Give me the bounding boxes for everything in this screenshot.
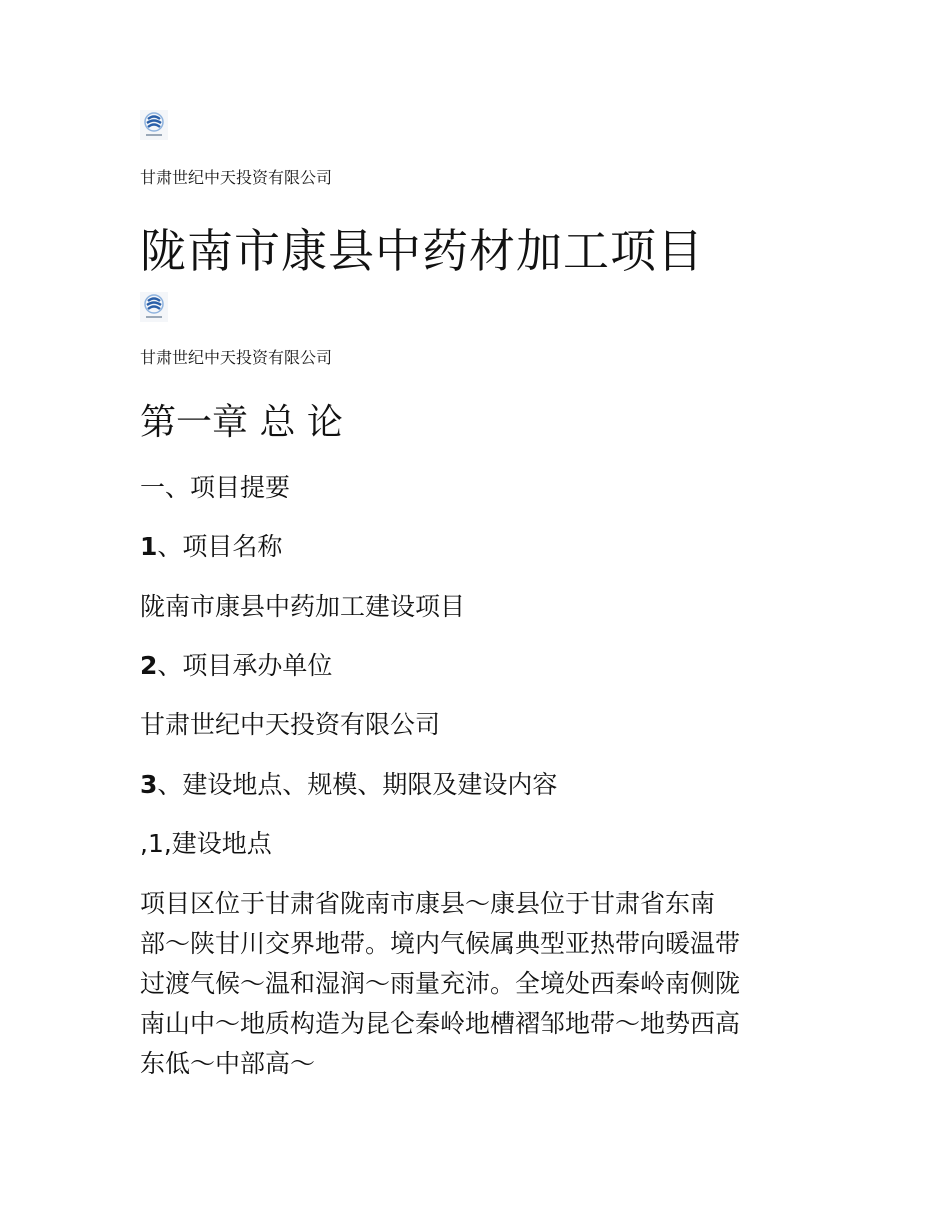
undertaker-value: 甘肃世纪中天投资有限公司 xyxy=(140,710,441,739)
location-paragraph xyxy=(140,884,740,1084)
company-name-repeat: 甘肃世纪中天投资有限公司 xyxy=(140,348,333,367)
company-name: 甘肃世纪中天投资有限公司 xyxy=(140,168,333,187)
company-logo-icon xyxy=(140,110,168,140)
item-undertaker xyxy=(140,649,332,683)
paragraph-line: 南山中～地质构造为昆仑秦岭地槽褶邹地带～地势西高 xyxy=(140,1009,741,1038)
company-logo-icon xyxy=(140,292,168,322)
item-project-name xyxy=(140,530,282,564)
item-number: 1 xyxy=(140,532,158,561)
paragraph-line: 项目区位于甘肃省陇南市康县～康县位于甘肃省东南 xyxy=(140,889,716,918)
project-name-value: 陇南市康县中药加工建设项目 xyxy=(140,592,466,621)
item-location-scale xyxy=(140,768,557,802)
item-label: 、建设地点、规模、期限及建设内容 xyxy=(157,770,558,799)
chapter-heading: 第一章 总 论 xyxy=(140,402,343,443)
section-heading: 一、项目提要 xyxy=(140,473,291,502)
paragraph-line: 过渡气候～温和湿润～雨量充沛。全境处西秦岭南侧陇 xyxy=(140,969,741,998)
item-number: 3 xyxy=(140,770,158,799)
document-page xyxy=(140,0,820,1230)
document-title: 陇南市康县中药材加工项目 xyxy=(140,224,704,278)
item-label: 、项目名称 xyxy=(157,532,283,561)
paragraph-line: 部～陕甘川交界地带。境内气候属典型亚热带向暖温带 xyxy=(140,929,741,958)
subsection-heading: ,1,建设地点 xyxy=(140,829,272,858)
item-label: 、项目承办单位 xyxy=(157,651,333,680)
paragraph-line: 东低～中部高～ xyxy=(140,1049,316,1078)
item-number: 2 xyxy=(140,651,158,680)
